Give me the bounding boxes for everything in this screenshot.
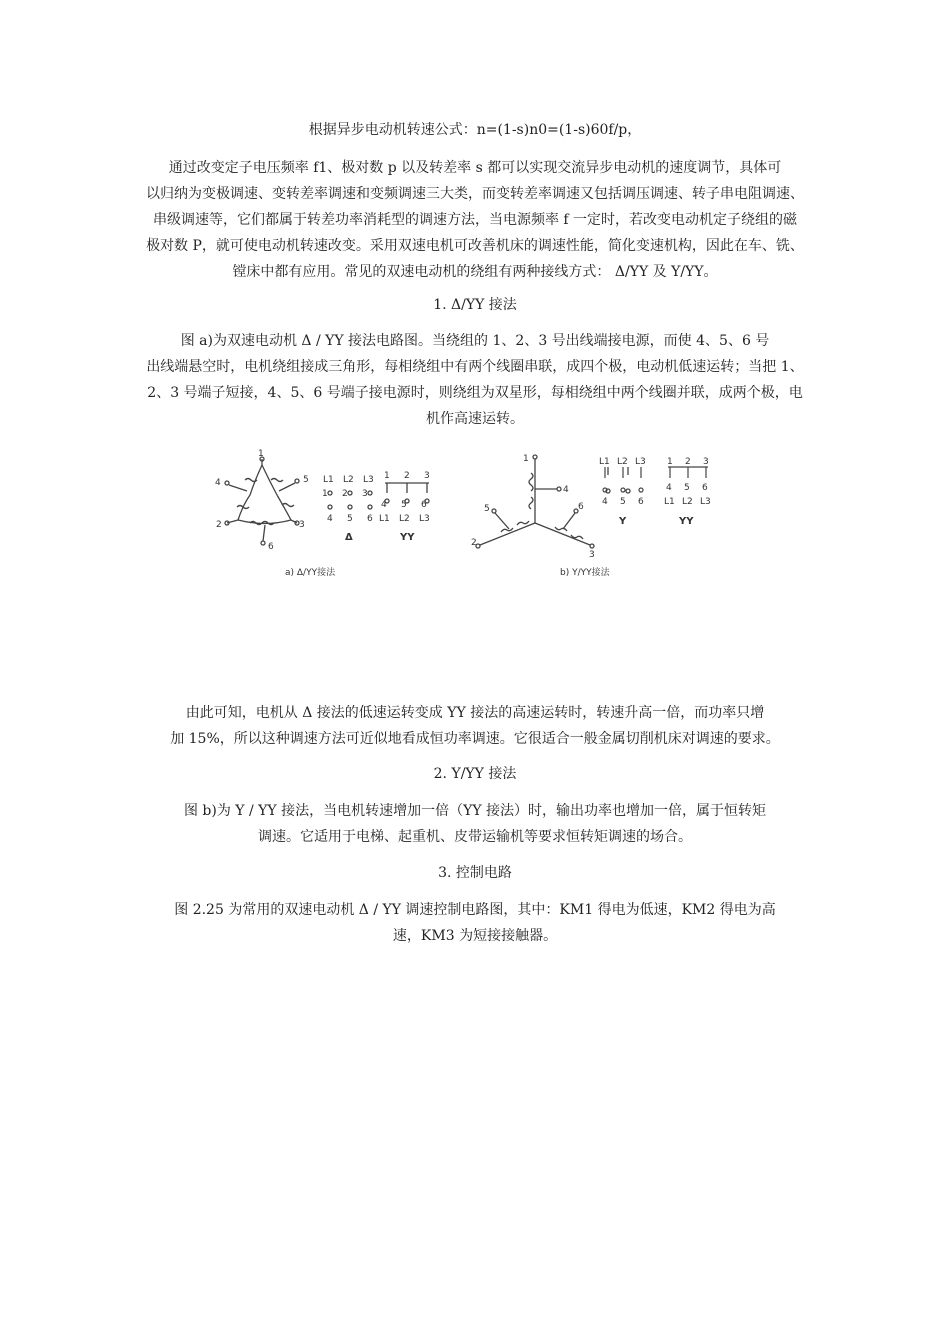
- winding-diagram-figure: [205, 445, 645, 585]
- terminal-label: 6: [702, 483, 708, 493]
- section-3-line: 速，KM3 为短接接触器。: [392, 928, 558, 944]
- section-3-title: 3. 控制电路: [438, 865, 512, 881]
- y-label: Y: [619, 516, 627, 527]
- terminal-label: 6: [268, 542, 274, 552]
- section-2-line: 调速。它适用于电梯、起重机、皮带运输机等要求恒转矩调速的场合。: [258, 829, 692, 845]
- yy-label: YY: [400, 532, 415, 543]
- terminal-label: 5: [303, 475, 309, 485]
- conclusion-line: 加 15%，所以这种调速方法可近似地看成恒功率调速。它很适合一般金属切削机床对调速的要求。: [170, 731, 780, 747]
- intro-line: 通过改变定子电压频率 f1、极对数 p 以及转差率 s 都可以实现交流异步电动机的速度调节，具体可: [168, 160, 782, 176]
- terminal-label: 1: [322, 489, 328, 499]
- terminal-label: 2: [216, 520, 222, 530]
- supply-label: L1: [379, 514, 390, 524]
- terminal-label: 6: [367, 514, 373, 524]
- section-3-line: 图 2.25 为常用的双速电动机 Δ / YY 调速控制电路图，其中：KM1 得电为低速，KM2 得电为高: [174, 902, 776, 918]
- terminal-label: 4: [602, 497, 608, 507]
- delta-label: Δ: [345, 532, 353, 543]
- terminal-label: 4: [666, 483, 672, 493]
- intro-line: 镗床中都有应用。常见的双速电动机的绕组有两种接线方式： Δ/YY 及 Y/YY。: [232, 264, 718, 280]
- terminal-label: 5: [484, 504, 490, 514]
- supply-label: L1: [664, 497, 675, 507]
- terminal-label: 2: [685, 457, 691, 467]
- speed-formula: 根据异步电动机转速公式：n=(1-s)n0=(1-s)60f/p，: [308, 122, 642, 138]
- terminal-label: 4: [563, 485, 569, 495]
- supply-label: L3: [363, 475, 374, 485]
- terminal-label: 5: [401, 500, 407, 510]
- intro-line: 串级调速等，它们都属于转差功率消耗型的调速方法，当电源频率 f 一定时，若改变电动机定子绕组的磁: [152, 212, 798, 228]
- terminal-label: 6: [421, 500, 427, 510]
- terminal-label: 4: [381, 500, 387, 510]
- terminal-label: 1: [523, 454, 529, 464]
- section-1-line: 图 a)为双速电动机 Δ / YY 接法电路图。当绕组的 1、2、3 号出线端接电源，而使 4、5、6 号: [180, 333, 770, 349]
- section-1-title: 1. Δ/YY 接法: [433, 297, 517, 313]
- supply-label: L1: [599, 457, 610, 467]
- star-winding-right: [535, 523, 590, 545]
- terminal-label: 3: [589, 550, 595, 560]
- terminal-label: 5: [347, 514, 353, 524]
- intro-line: 极对数 P，就可使电动机转速改变。采用双速电机可改善机床的调速性能，简化变速机构，因此在车、铣、: [146, 238, 804, 254]
- supply-label: L2: [617, 457, 628, 467]
- section-2-line: 图 b)为 Y / YY 接法，当电机转速增加一倍（YY 接法）时，输出功率也增加一倍，属于恒转矩: [183, 803, 767, 819]
- terminal-label: 2: [471, 538, 477, 548]
- supply-label: L2: [682, 497, 693, 507]
- terminal-label: 5: [684, 483, 690, 493]
- section-1-line: 2、3 号端子短接，4、5、6 号端子接电源时，则绕组为双星形，每相绕组中两个线圈并联，成两个极，电: [147, 385, 803, 401]
- supply-label: L1: [323, 475, 334, 485]
- terminal-label: 3: [362, 489, 368, 499]
- terminal-label: 3: [424, 471, 430, 481]
- conclusion-line: 由此可知，电机从 Δ 接法的低速运转变成 YY 接法的高速运转时，转速升高一倍，而功率只增: [185, 705, 765, 721]
- section-1-line: 机作高速运转。: [426, 411, 524, 427]
- terminal-label: 2: [342, 489, 348, 499]
- supply-label: L2: [343, 475, 354, 485]
- figure-caption-a: a) Δ/YY接法: [285, 568, 336, 578]
- terminal-label: 4: [327, 514, 333, 524]
- terminal-label: 1: [384, 471, 390, 481]
- terminal-label: 3: [299, 520, 305, 530]
- section-2-title: 2. Y/YY 接法: [433, 766, 517, 782]
- winding-diagram-terminals-b: [595, 452, 715, 542]
- supply-label: L2: [399, 514, 410, 524]
- yy-label: YY: [679, 516, 694, 527]
- supply-label: L3: [700, 497, 711, 507]
- delta-winding-right: [262, 465, 291, 520]
- terminal-label: 6: [578, 502, 584, 512]
- terminal-label: 5: [620, 497, 626, 507]
- delta-winding-left: [238, 465, 262, 520]
- terminal-label: 4: [215, 478, 221, 488]
- terminal-label: 6: [638, 497, 644, 507]
- section-1-line: 出线端悬空时，电机绕组接成三角形，每相绕组中有两个线圈串联，成四个极，电动机低速运转；当把 1、: [146, 359, 804, 375]
- intro-line: 以归纳为变极调速、变转差率调速和变频调速三大类，而变转差率调速又包括调压调速、转子串电阻调速、: [146, 186, 804, 202]
- figure-caption-b: b) Y/YY接法: [560, 568, 610, 578]
- terminal-label: 2: [404, 471, 410, 481]
- terminal-label: 1: [667, 457, 673, 467]
- supply-label: L3: [419, 514, 430, 524]
- terminal-label: 3: [703, 457, 709, 467]
- supply-label: L3: [635, 457, 646, 467]
- terminal-label: 1: [258, 449, 264, 459]
